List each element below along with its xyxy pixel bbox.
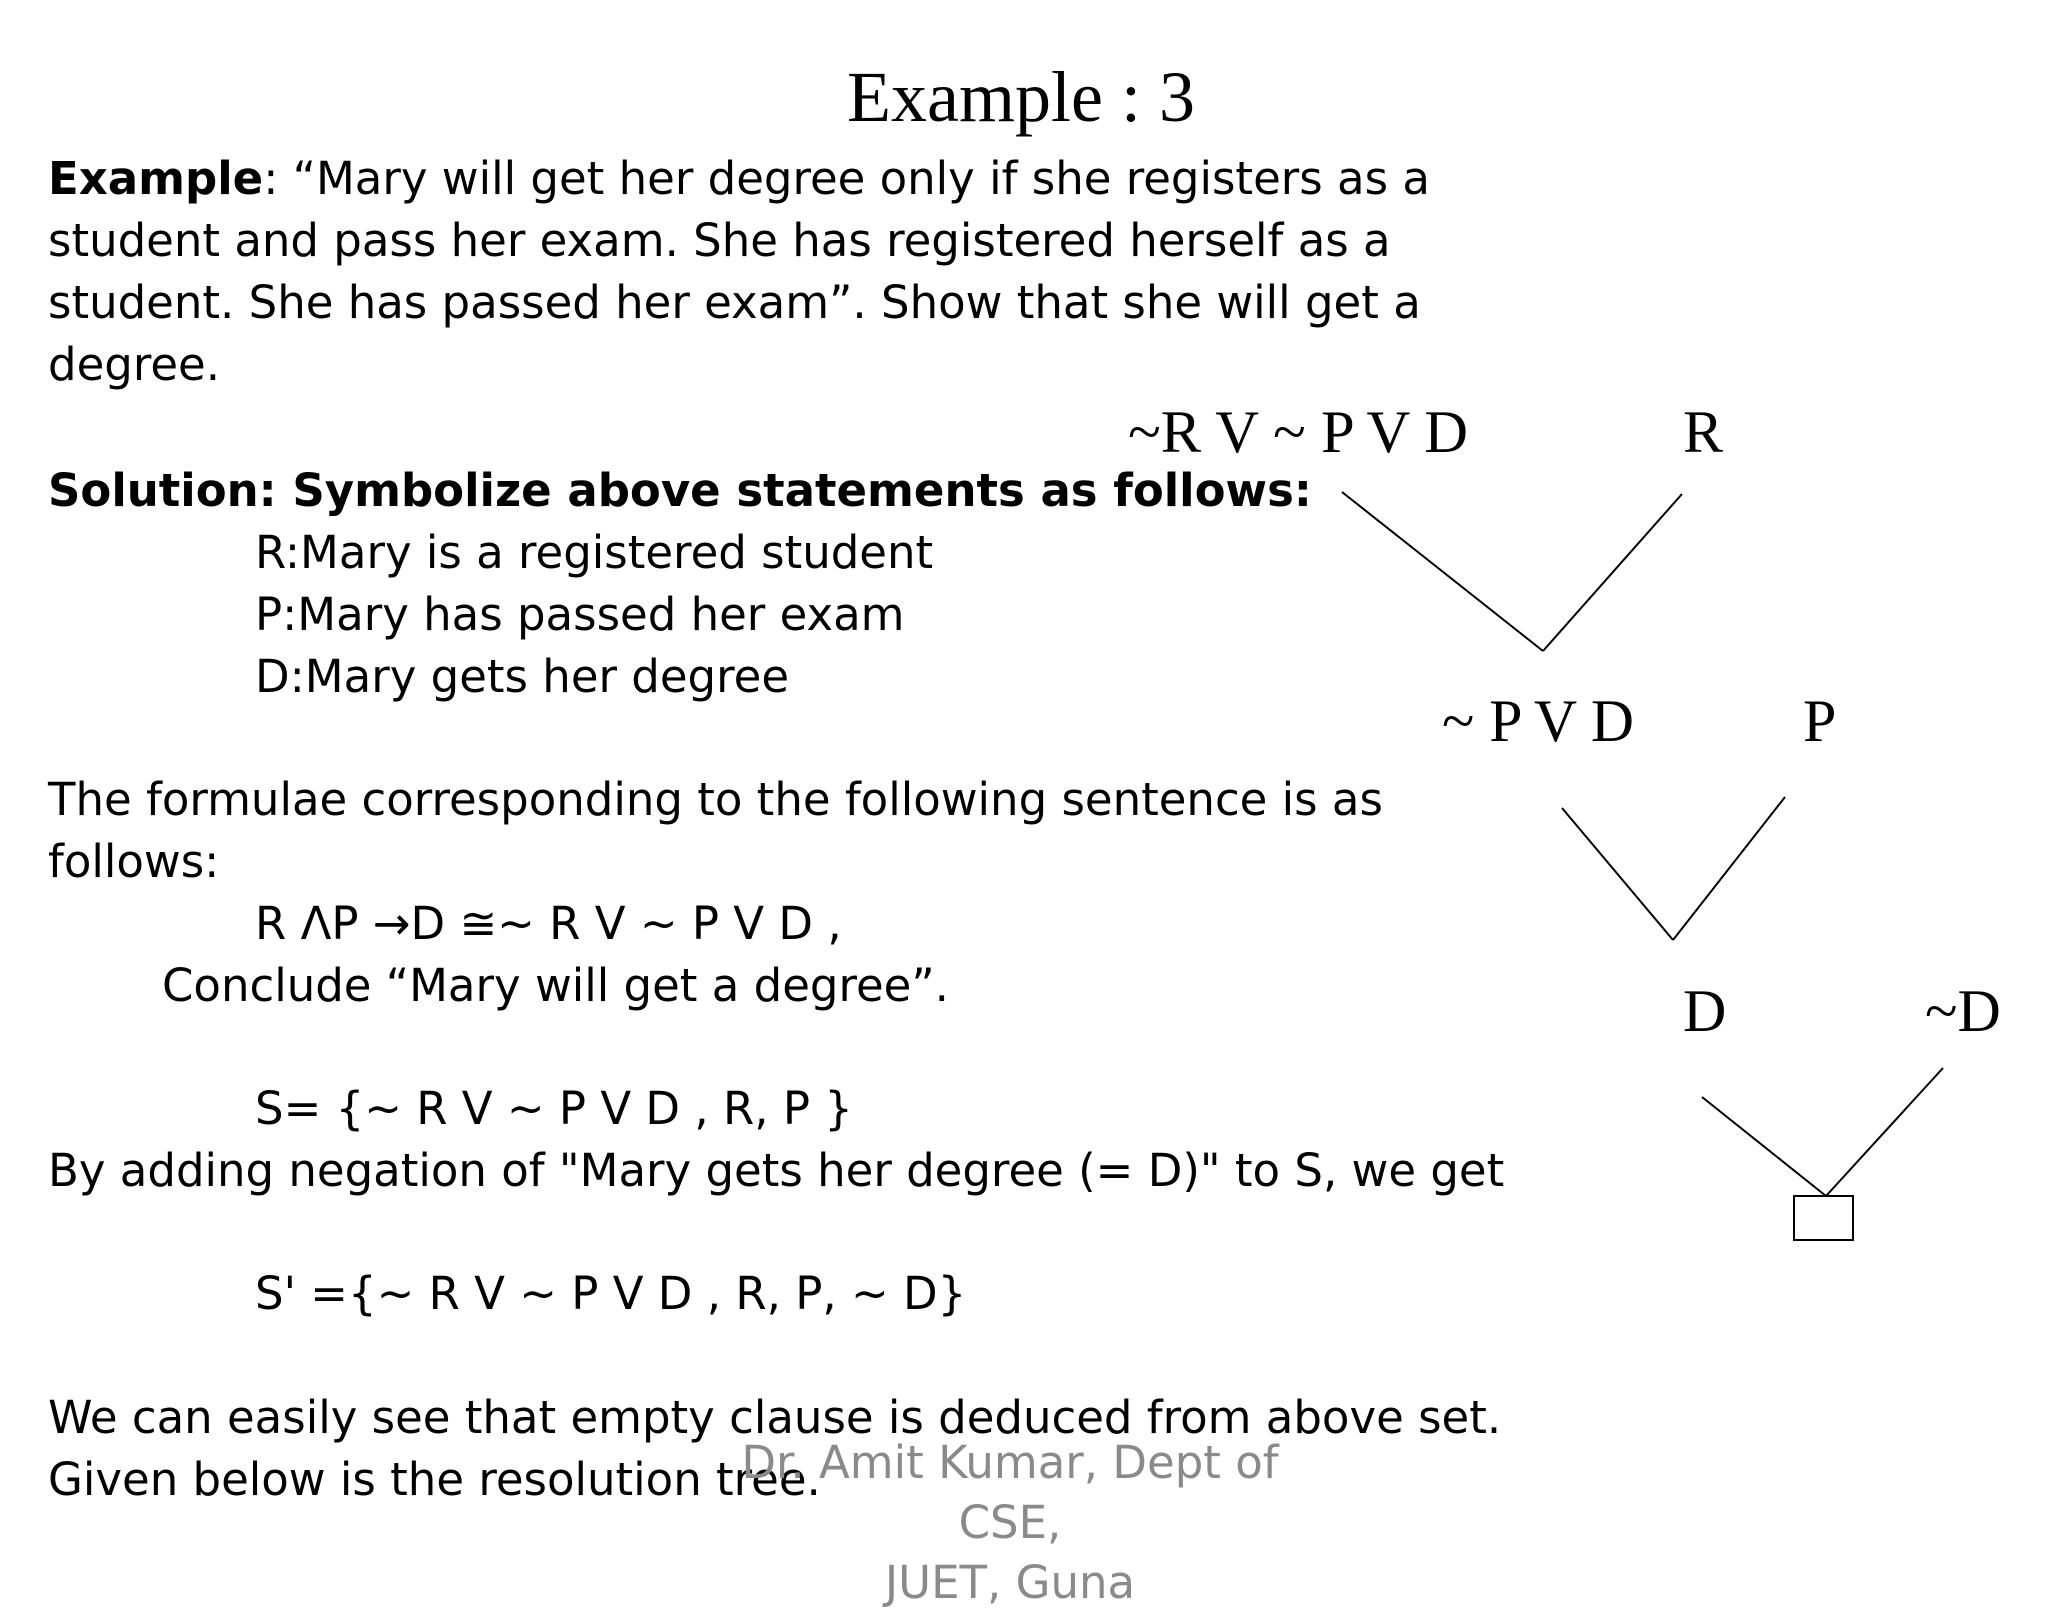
tree-edge-1-right [1543, 494, 1682, 651]
closing-line-1: We can easily see that empty clause is deduced from above set. [48, 1391, 1502, 1444]
set-s: S= {~ R V ~ P V D , R, P } [255, 1082, 853, 1135]
tree-edge-2-left [1562, 808, 1673, 940]
empty-clause-box [1794, 1196, 1853, 1240]
footer-line-2: JUET, Guna [884, 1556, 1136, 1609]
tree-clause-not-p-or-d: ~ P V D [1442, 688, 1634, 754]
footer-line-1: Dr. Amit Kumar, Dept of CSE, [741, 1436, 1279, 1549]
example-label: Example [48, 152, 264, 205]
tree-edge-2-right [1673, 797, 1785, 940]
problem-line-2: student and pass her exam. She has registered herself as a [48, 214, 1391, 267]
tree-clause-not-r-or-not-p-or-d: ~R V ~ P V D [1128, 399, 1468, 465]
set-s-prime: S' ={~ R V ~ P V D , R, P, ~ D} [255, 1267, 967, 1320]
problem-line-4: degree. [48, 338, 221, 391]
tree-clause-not-d: ~D [1925, 978, 2001, 1044]
conclude-line: Conclude “Mary will get a degree”. [162, 959, 949, 1012]
tree-clause-p: P [1803, 688, 1837, 754]
tree-edge-1-left [1342, 492, 1543, 651]
closing-line-2: Given below is the resolution tree. [48, 1453, 821, 1506]
tree-clause-r: R [1683, 399, 1724, 465]
tree-edge-3-right [1826, 1068, 1943, 1196]
footer-credit [700, 1433, 1320, 1613]
slide-title: Example : 3 [847, 57, 1195, 137]
symbol-p: P:Mary has passed her exam [255, 588, 905, 641]
tree-clause-d: D [1683, 978, 1727, 1044]
symbol-d: D:Mary gets her degree [255, 650, 790, 703]
formula-intro-line-1: The formulae corresponding to the following sentence is as [48, 773, 1383, 826]
solution-heading: Solution: Symbolize above statements as follows: [48, 464, 1312, 517]
formula-intro-line-2: follows: [48, 835, 220, 888]
tree-edge-3-left [1702, 1097, 1826, 1196]
adding-negation-line: By adding negation of "Mary gets her degree (= D)" to S, we get [48, 1144, 1505, 1197]
problem-line-3: student. She has passed her exam”. Show that she will get a [48, 276, 1421, 329]
symbol-r: R:Mary is a registered student [255, 526, 934, 579]
problem-line-1: Example: “Mary will get her degree only if she registers as a [48, 152, 1430, 205]
formula-expression: R ΛP →D ≅~ R V ~ P V D , [255, 897, 842, 950]
